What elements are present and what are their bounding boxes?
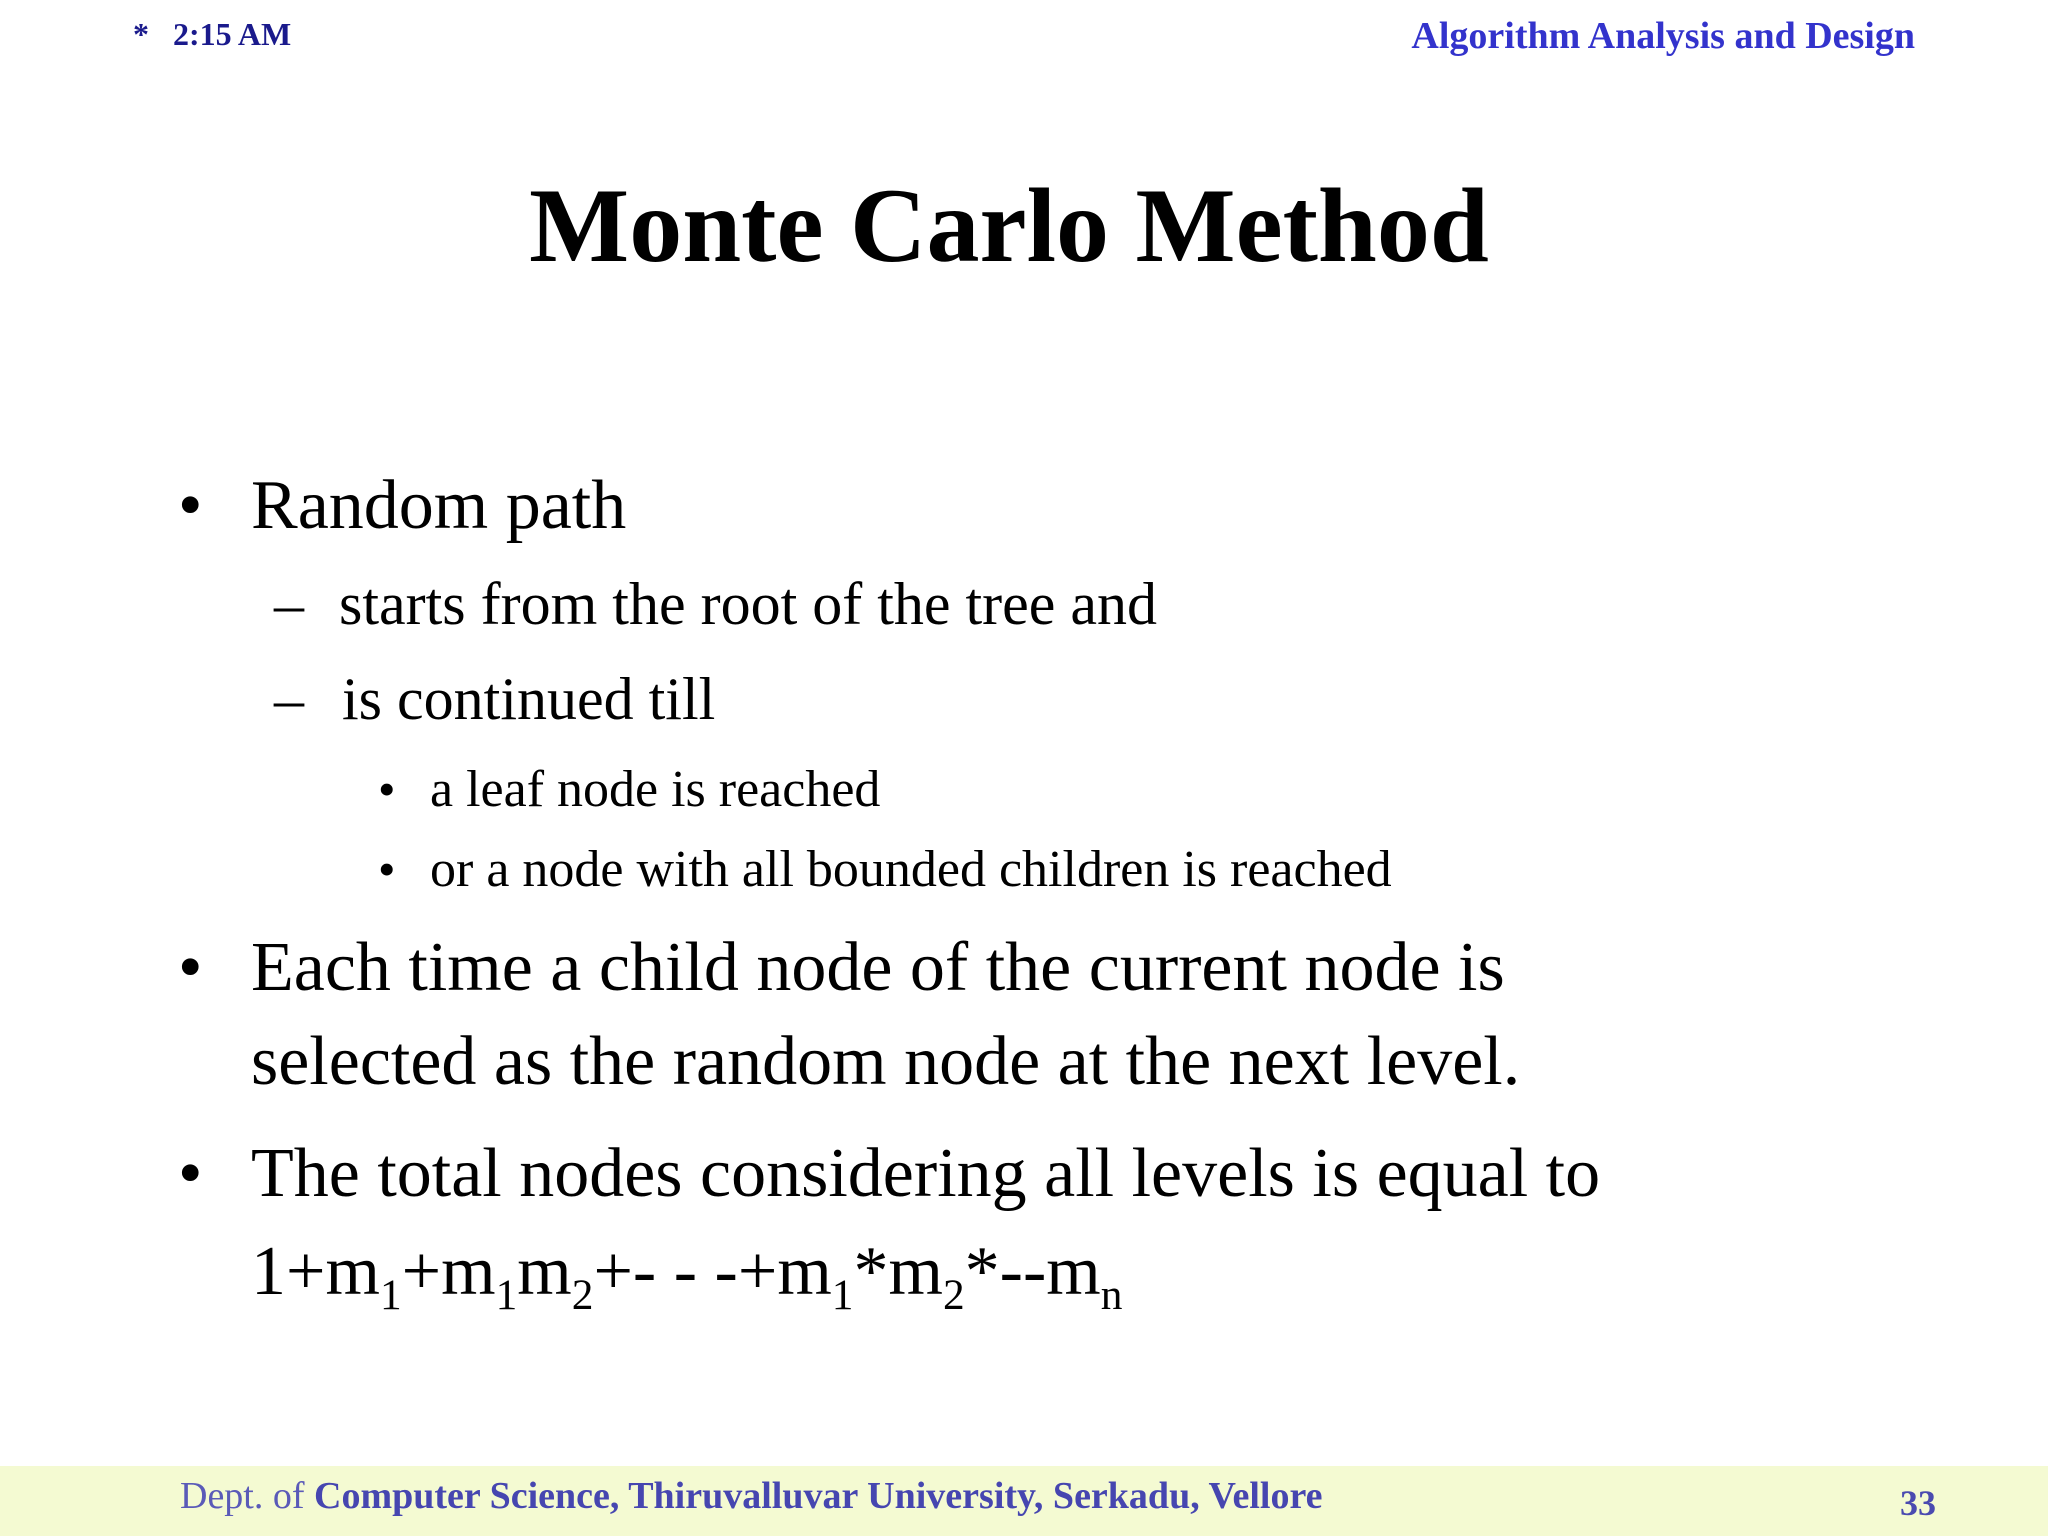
- page-number: 33: [1900, 1483, 1936, 1523]
- bullet-marker: •: [178, 929, 203, 1006]
- bullet-marker: •: [378, 761, 396, 817]
- header-time-text: 2:15 AM: [173, 16, 292, 52]
- bullet-marker: •: [378, 841, 396, 897]
- sub-bullet-starts-from-root: starts from the root of the tree and: [339, 571, 1158, 637]
- dash-marker: –: [274, 666, 304, 732]
- footer-dept-label: Dept. of: [180, 1475, 315, 1517]
- bullet-total-nodes: The total nodes considering all levels is equal to: [251, 1135, 1601, 1212]
- footer-department: [180, 1474, 1323, 1518]
- total-nodes-formula: $1+m_1+m_1m_2+- - -+m_1*m_2*--m_n$: [251, 1233, 1123, 1320]
- sub-sub-bullet-bounded-children: or a node with all bounded children is reached: [430, 841, 1392, 898]
- header-course-title: Algorithm Analysis and Design: [1411, 15, 1915, 57]
- slide-title: Monte Carlo Method: [529, 167, 1489, 284]
- dash-marker: –: [274, 571, 304, 637]
- bullet-marker: •: [178, 1135, 203, 1212]
- sub-bullet-continued-till: is continued till: [342, 666, 716, 732]
- bullet-each-time-line1: Each time a child node of the current node is: [251, 929, 1505, 1006]
- slide-footer: [0, 1466, 2048, 1536]
- footer-dept-name: Computer Science, Thiruvalluvar University, Serkadu, Vellore: [314, 1475, 1323, 1517]
- header-marker: *: [133, 16, 149, 52]
- bullet-marker: •: [178, 467, 203, 544]
- bullet-random-path: Random path: [251, 467, 627, 544]
- bullet-each-time-line2: selected as the random node at the next level.: [251, 1023, 1521, 1100]
- sub-sub-bullet-leaf-node: a leaf node is reached: [430, 761, 881, 818]
